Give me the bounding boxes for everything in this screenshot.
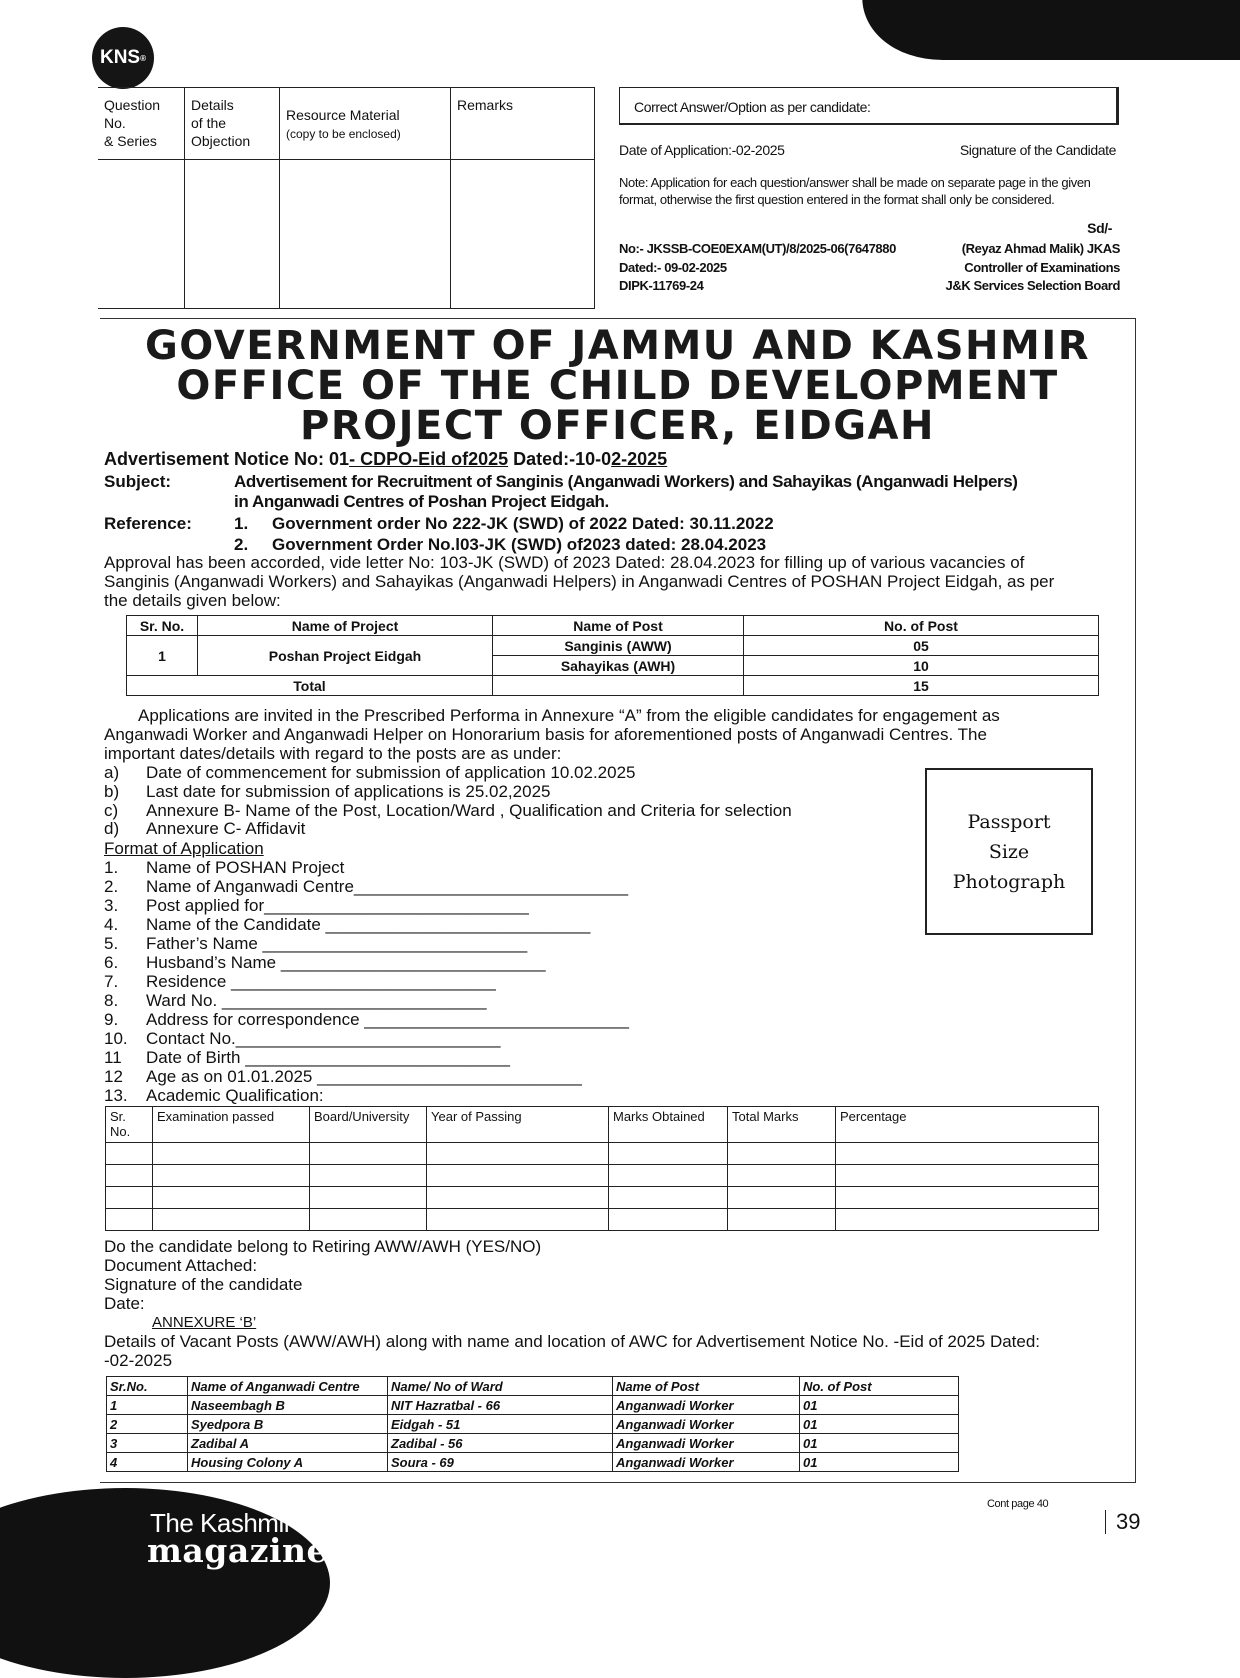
invite-line-3: important dates/details with regard to the posts are as under: [104, 744, 562, 763]
header-remarks: Remarks [451, 88, 595, 160]
table-row [107, 1396, 959, 1415]
awc-cell: Soura - 69 [388, 1453, 613, 1472]
post-count: 10 [744, 656, 1099, 676]
format-item: 8. Ward No. ____________________________ [104, 991, 487, 1010]
reference-date: Dated:- 09-02-2025 [619, 260, 727, 275]
table-row [107, 1415, 959, 1434]
awc-cell: 4 [107, 1453, 188, 1472]
awc-header: Name/ No of Ward [388, 1377, 613, 1396]
photo-label: Size [988, 840, 1030, 863]
headline-line-2: OFFICE OF THE CHILD DEVELOPMENT [176, 363, 1059, 409]
subject-line-1: Advertisement for Recruitment of Sanginis (Anganwadi Workers) and Sahayikas (Anganwadi Helpers) [234, 472, 1018, 491]
application-note: Note: Application for each question/answer shall be made on separate page in the given format, otherwise the first question entered in the format shall only be considered. [619, 175, 1091, 207]
awc-cell: Anganwadi Worker [613, 1396, 800, 1415]
format-item: 12 Age as on 01.01.2025 ____________________________ [104, 1067, 582, 1086]
awc-header: No. of Post [800, 1377, 959, 1396]
retiring-question: Do the candidate belong to Retiring AWW/AWH (YES/NO) [104, 1237, 542, 1256]
reference-2-number: 2. [234, 535, 249, 554]
headline-line-1: GOVERNMENT OF JAMMU AND KASHMIR [144, 323, 1091, 369]
page-number: 39 [1105, 1510, 1140, 1534]
sd-mark: Sd/- [1087, 220, 1112, 236]
post-count: 05 [744, 636, 1099, 656]
annexure-b-line-2: -02-2025 [104, 1351, 173, 1370]
post-header-project: Name of Project [198, 616, 493, 636]
format-item: 10. Contact No.____________________________ [104, 1029, 501, 1048]
notice-frame-bottom [100, 1482, 1136, 1483]
officer-name: (Reyaz Ahmad Malik) JKAS [961, 241, 1120, 256]
academic-qualification-table [105, 1106, 1099, 1231]
magazine-logo-line-1: The Kashmir [150, 1508, 292, 1538]
acad-header: Sr. No. [106, 1107, 153, 1143]
awc-cell: 3 [107, 1434, 188, 1453]
format-heading: Format of Application [104, 839, 264, 858]
magazine-logo-line-2: magazine [147, 1531, 329, 1570]
candidate-signature: Signature of the Candidate [959, 142, 1116, 158]
post-header-post: Name of Post [493, 616, 744, 636]
awc-header: Name of Anganwadi Centre [188, 1377, 388, 1396]
answer-box: Correct Answer/Option as per candidate: [619, 87, 1119, 125]
acad-header: Percentage [836, 1107, 1099, 1143]
date-item: c) Annexure B- Name of the Post, Location/Ward , Qualification and Criteria for selection [104, 801, 792, 820]
awc-cell: Zadibal A [188, 1434, 388, 1453]
awc-cell: 01 [800, 1396, 959, 1415]
acad-header: Marks Obtained [609, 1107, 728, 1143]
board-name: J&K Services Selection Board [945, 278, 1120, 293]
vacant-posts-table [106, 1376, 959, 1472]
awc-cell: Housing Colony A [188, 1453, 388, 1472]
table-row [107, 1453, 959, 1472]
awc-cell: Syedpora B [188, 1415, 388, 1434]
awc-cell: 2 [107, 1415, 188, 1434]
headline-line-3: PROJECT OFFICER, EIDGAH [300, 403, 935, 449]
continued-note: Cont page 40 [987, 1498, 1049, 1510]
photo-label: Photograph [952, 870, 1066, 893]
acad-header: Board/University [310, 1107, 427, 1143]
kns-logo: KNS ® [92, 27, 154, 89]
officer-title: Controller of Examinations [964, 260, 1120, 275]
post-sr: 1 [127, 636, 198, 676]
date-line: Date: [104, 1294, 145, 1313]
header-details: Details of the Objection [185, 88, 280, 160]
post-total-label: Total [127, 676, 493, 696]
format-item: 5. Father’s Name ____________________________ [104, 934, 528, 953]
awc-cell: Eidgah - 51 [388, 1415, 613, 1434]
acad-header: Total Marks [728, 1107, 836, 1143]
format-item: 4. Name of the Candidate ____________________________ [104, 915, 591, 934]
subject-line-2: in Anganwadi Centres of Poshan Project Eidgah. [234, 492, 609, 511]
subject-label: Subject: [104, 472, 172, 491]
table-row [107, 1434, 959, 1453]
header-resource: Resource Material (copy to be enclosed) [280, 88, 451, 160]
post-name: Sahayikas (AWH) [493, 656, 744, 676]
header-question: Question No. & Series [98, 88, 185, 160]
reference-number: No:- JKSSB-COE0EXAM(UT)/8/2025-06(7647880 [619, 241, 896, 256]
acad-header: Year of Passing [427, 1107, 609, 1143]
awc-cell: Anganwadi Worker [613, 1434, 800, 1453]
document-attached: Document Attached: [104, 1256, 258, 1275]
annexure-b-line-1: Details of Vacant Posts (AWW/AWH) along with name and location of AWC for Advertisement Notice No. -Eid of 2025 Dated: [104, 1332, 1041, 1351]
post-name: Sanginis (AWW) [493, 636, 744, 656]
advertisement-notice-number: Advertisement Notice No: 01- CDPO-Eid of2025 Dated:-10-02-2025 [104, 449, 668, 469]
awc-cell: 01 [800, 1415, 959, 1434]
format-item: 7. Residence ____________________________ [104, 972, 496, 991]
approval-line-3: the details given below: [104, 591, 281, 610]
reference-1-number: 1. [234, 514, 249, 533]
reference-1: Government order No 222-JK (SWD) of 2022 Dated: 30.11.2022 [272, 514, 774, 533]
awc-cell: 1 [107, 1396, 188, 1415]
format-item: 11 Date of Birth ____________________________ [104, 1048, 510, 1067]
format-item: 1. Name of POSHAN Project [104, 858, 345, 877]
awc-cell: Naseembagh B [188, 1396, 388, 1415]
awc-cell: NIT Hazratbal - 66 [388, 1396, 613, 1415]
post-project: Poshan Project Eidgah [198, 636, 493, 676]
format-item: 2. Name of Anganwadi Centre_____________________________ [104, 877, 629, 896]
format-item: 3. Post applied for____________________________ [104, 896, 529, 915]
reference-2: Government Order No.l03-JK (SWD) of2023 dated: 28.04.2023 [272, 535, 767, 554]
approval-line-1: Approval has been accorded, vide letter No: 103-JK (SWD) of 2023 Dated: 28.04.2023 for filling up of various vacancies of [104, 553, 1025, 572]
awc-cell: Anganwadi Worker [613, 1453, 800, 1472]
photo-label: Passport [967, 810, 1051, 833]
approval-line-2: Sanginis (Anganwadi Workers) and Sahayikas (Anganwadi Helpers) in Anganwadi Centres of POSHAN Project Eidgah, as per [104, 572, 1055, 591]
awc-cell: Anganwadi Worker [613, 1415, 800, 1434]
post-header-count: No. of Post [744, 616, 1099, 636]
awc-cell: 01 [800, 1434, 959, 1453]
objection-table [98, 87, 595, 309]
format-item: 9. Address for correspondence ____________________________ [104, 1010, 630, 1029]
date-item: b) Last date for submission of applications is 25.02,2025 [104, 782, 551, 801]
post-total: 15 [744, 676, 1099, 696]
reference-label: Reference: [104, 514, 192, 533]
passport-photo-box [925, 768, 1093, 935]
annexure-b-title: ANNEXURE ‘B’ [152, 1314, 257, 1331]
date-item: a) Date of commencement for submission of application 10.02.2025 [104, 763, 636, 782]
date-of-application: Date of Application:-02-2025 [619, 142, 785, 158]
post-table [126, 615, 1099, 696]
acad-header: Examination passed [153, 1107, 310, 1143]
format-item: 6. Husband’s Name ____________________________ [104, 953, 546, 972]
awc-header: Sr.No. [107, 1377, 188, 1396]
date-item: d) Annexure C- Affidavit [104, 819, 306, 838]
invite-line-1: Applications are invited in the Prescribed Performa in Annexure “A” from the eligible candidates for engagement as [138, 706, 1000, 725]
awc-cell: Zadibal - 56 [388, 1434, 613, 1453]
candidate-signature-line: Signature of the candidate [104, 1275, 303, 1294]
awc-cell: 01 [800, 1453, 959, 1472]
awc-header: Name of Post [613, 1377, 800, 1396]
dipk-number: DIPK-11769-24 [619, 278, 704, 293]
invite-line-2: Anganwadi Worker and Anganwadi Helper on Honorarium basis for aforementioned posts of Anganwadi Centres. The [104, 725, 987, 744]
post-header-sr: Sr. No. [127, 616, 198, 636]
corner-decoration [853, 0, 1240, 60]
format-item: 13. Academic Qualification: [104, 1086, 324, 1105]
